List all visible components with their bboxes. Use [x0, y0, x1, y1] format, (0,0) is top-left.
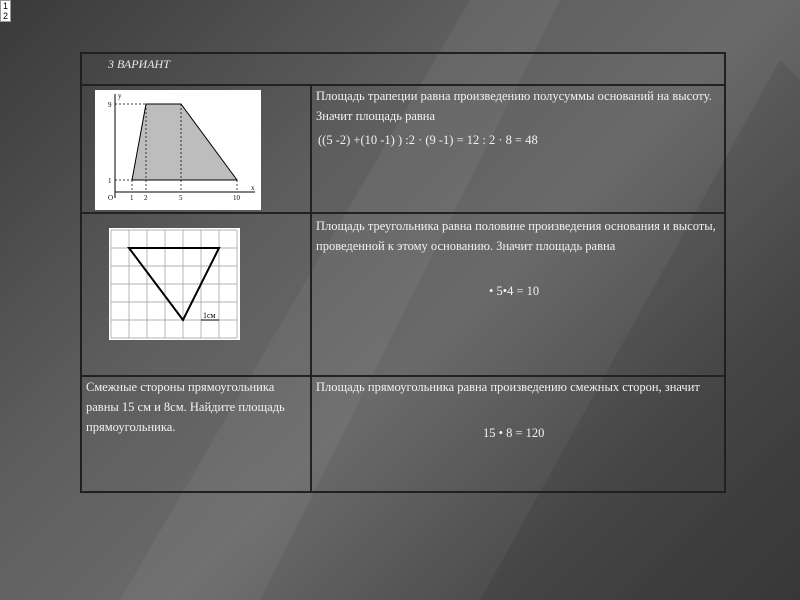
row1-text-cell [311, 85, 725, 213]
row2-text-cell [311, 213, 725, 376]
scale-label: 1см [203, 311, 216, 320]
table-header [81, 53, 725, 85]
tick-label-x5: 5 [179, 194, 183, 202]
triangle-grid [109, 228, 240, 340]
page-number-1[interactable]: 1 [2, 1, 8, 11]
x-axis-label: x [251, 184, 255, 192]
rectangle-explanation: Площадь прямоугольника равна произведению смежных сторон, значит [316, 380, 700, 394]
tick-label-x1: 1 [130, 194, 134, 202]
triangle-figure [109, 228, 240, 340]
rectangle-formula: 15 • 8 = 120 [483, 426, 545, 440]
tick-label-x2: 2 [144, 194, 148, 202]
rectangle-problem: Смежные стороны прямоугольника равны 15 см и 8см. Найдите площадь прямоугольника. [86, 380, 285, 434]
tick-label-y9: 9 [108, 101, 112, 109]
page-number-2[interactable]: 2 [2, 11, 8, 21]
trapezoid-formula: ((5 -2) +(10 -1) ) :2 · (9 -1) = 12 : 2 · 8 = 48 [318, 133, 538, 147]
grid-lines [111, 230, 237, 338]
page-number-indicator[interactable] [0, 0, 11, 22]
trapezoid-graph [95, 90, 261, 210]
variant-title: 3 ВАРИАНТ [108, 57, 170, 71]
tick-label-x10: 10 [233, 194, 240, 202]
trapezoid-shape [132, 104, 237, 180]
triangle-explanation: Площадь треугольника равна половине произведения основания и высоты, проведенной к этому основанию. Значит площадь равна [316, 219, 716, 253]
tick-label-origin: O [108, 194, 114, 202]
row1-figure-cell [81, 85, 311, 213]
row2-figure-cell [81, 213, 311, 376]
trapezoid-figure [95, 90, 261, 210]
variant-table [80, 52, 726, 493]
trapezoid-explanation: Площадь трапеции равна произведению полусуммы оснований на высоту. Значит площадь равна [316, 89, 712, 123]
tick-label-y1: 1 [108, 177, 112, 185]
triangle-formula: • 5•4 = 10 [489, 284, 540, 298]
row3-problem-cell [81, 376, 311, 492]
y-axis-label: y [118, 92, 122, 100]
row3-text-cell [311, 376, 725, 492]
